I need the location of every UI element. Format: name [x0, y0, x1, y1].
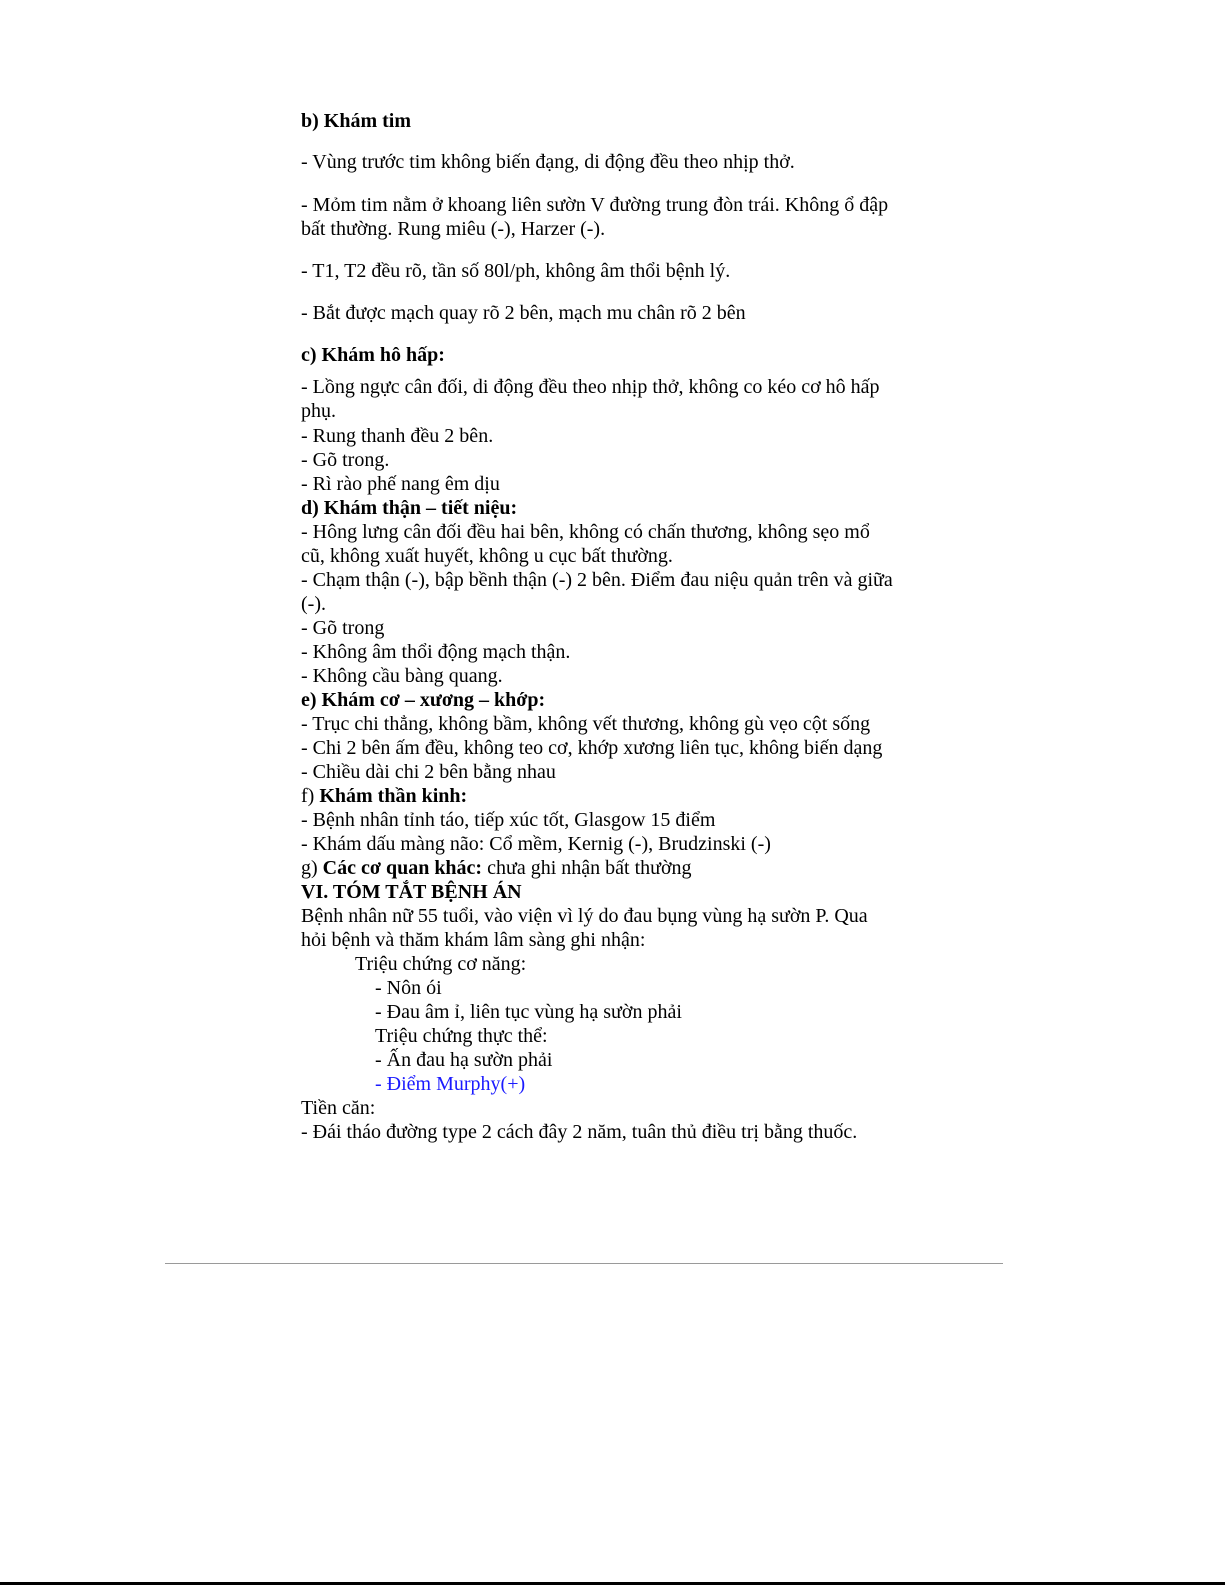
respiratory-line-5: - Rì rào phế nang êm dịu: [301, 473, 500, 495]
other-heading-prefix: g): [301, 857, 323, 879]
summary-intro-1: Bệnh nhân nữ 55 tuổi, vào viện vì lý do đau bụng vùng hạ sườn P. Qua: [301, 905, 868, 927]
other-heading-title: Các cơ quan khác:: [322, 857, 483, 879]
physical-signs-label: Triệu chứng thực thể:: [375, 1025, 548, 1047]
renal-line-6: - Không âm thổi động mạch thận.: [301, 641, 571, 663]
heart-line-2: - Mỏm tim nằm ở khoang liên sườn V đường trung đòn trái. Không ổ đập: [301, 194, 889, 216]
neuro-heading-prefix: f): [301, 785, 320, 807]
heart-exam-heading: b) Khám tim: [301, 110, 411, 132]
other-heading-text: chưa ghi nhận bất thường: [482, 857, 692, 879]
respiratory-line-3: - Rung thanh đều 2 bên.: [301, 425, 494, 447]
functional-symptom-1: - Nôn ói: [375, 977, 442, 999]
heart-line-4: - T1, T2 đều rõ, tần số 80l/ph, không âm thổi bệnh lý.: [301, 260, 731, 282]
neuro-heading-title: Khám thần kinh:: [319, 785, 468, 807]
renal-line-7: - Không cầu bàng quang.: [301, 665, 503, 687]
history-line-1: - Đái tháo đường type 2 cách đây 2 năm, tuân thủ điều trị bằng thuốc.: [301, 1121, 858, 1143]
heart-line-3: bất thường. Rung miêu (-), Harzer (-).: [301, 218, 606, 240]
renal-line-2: cũ, không xuất huyết, không u cục bất thường.: [301, 545, 673, 567]
musculoskeletal-line-3: - Chiều dài chi 2 bên bằng nhau: [301, 761, 556, 783]
respiratory-line-1: - Lồng ngực cân đối, di động đều theo nhịp thở, không co kéo cơ hô hấp: [301, 376, 880, 398]
physical-sign-2: - Điểm Murphy(+): [375, 1073, 526, 1095]
functional-symptom-2: - Đau âm ỉ, liên tục vùng hạ sườn phải: [375, 1001, 682, 1023]
heart-line-5: - Bắt được mạch quay rõ 2 bên, mạch mu chân rõ 2 bên: [301, 302, 746, 324]
respiratory-line-4: - Gõ trong.: [301, 449, 390, 471]
musculoskeletal-line-1: - Trục chi thẳng, không bầm, không vết thương, không gù vẹo cột sống: [301, 713, 871, 735]
summary-heading: VI. TÓM TẮT BỆNH ÁN: [301, 881, 522, 903]
renal-line-5: - Gõ trong: [301, 617, 385, 639]
neuro-line-1: - Bệnh nhân tỉnh táo, tiếp xúc tốt, Glasgow 15 điểm: [301, 809, 716, 831]
physical-sign-1: - Ấn đau hạ sườn phải: [375, 1049, 553, 1071]
heart-line-1: - Vùng trước tim không biến đạng, di động đều theo nhịp thở.: [301, 151, 795, 173]
other-organs-line: [301, 856, 692, 880]
respiratory-line-2: phụ.: [301, 400, 336, 422]
renal-line-1: - Hông lưng cân đối đều hai bên, không có chấn thương, không sẹo mổ: [301, 521, 870, 543]
renal-line-3: - Chạm thận (-), bập bềnh thận (-) 2 bên. Điểm đau niệu quản trên và giữa: [301, 569, 893, 591]
neuro-exam-heading: [301, 784, 467, 808]
summary-intro-2: hỏi bệnh và thăm khám lâm sàng ghi nhận:: [301, 929, 646, 951]
respiratory-exam-heading: c) Khám hô hấp:: [301, 344, 445, 366]
musculoskeletal-line-2: - Chi 2 bên ấm đều, không teo cơ, khớp xương liên tục, không biến dạng: [301, 737, 883, 759]
renal-exam-heading: d) Khám thận – tiết niệu:: [301, 497, 518, 519]
renal-line-4: (-).: [301, 593, 326, 615]
footer-divider: [165, 1263, 1003, 1264]
functional-symptoms-label: Triệu chứng cơ năng:: [355, 953, 527, 975]
musculoskeletal-exam-heading: e) Khám cơ – xương – khớp:: [301, 689, 546, 711]
neuro-line-2: - Khám dấu màng não: Cổ mềm, Kernig (-), Brudzinski (-): [301, 833, 771, 855]
history-label: Tiền căn:: [301, 1097, 376, 1119]
